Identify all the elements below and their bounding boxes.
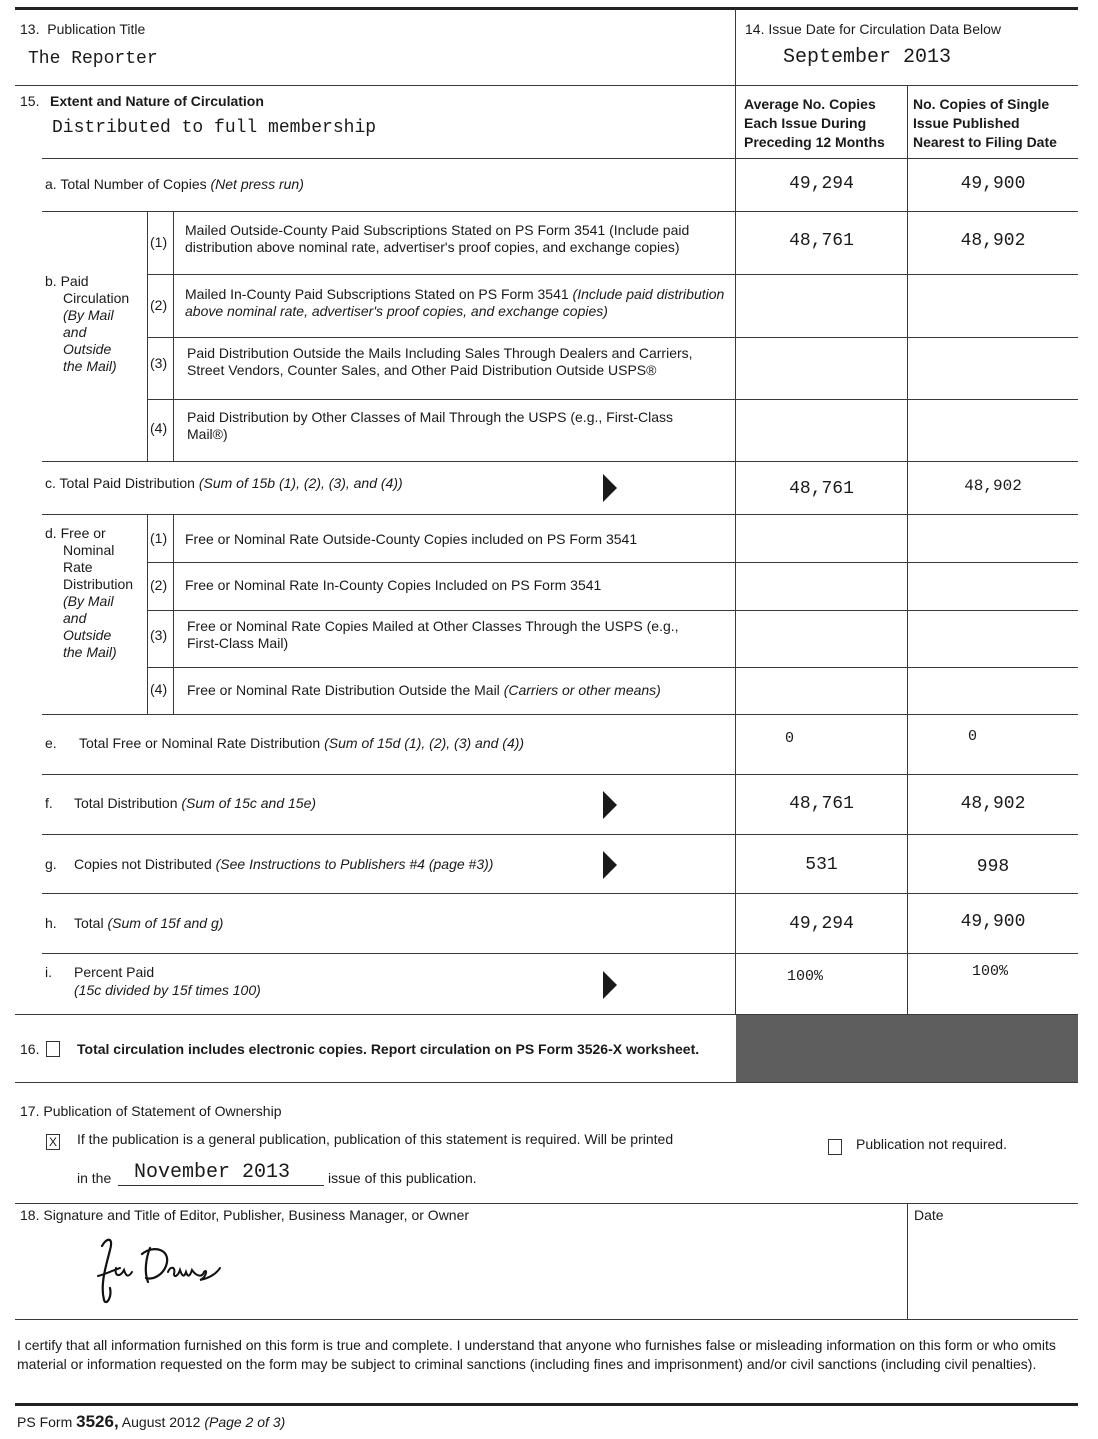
row-c-avg: 48,761 <box>789 479 854 499</box>
electronic-copies-checkbox[interactable] <box>46 1041 60 1057</box>
column-divider <box>173 211 174 461</box>
row-h-label <box>74 915 223 932</box>
divider <box>15 1203 1078 1204</box>
sec16-text: Total circulation includes electronic copies. Report circulation on PS Form 3526-X worksheet. <box>77 1041 700 1057</box>
row-c-single: 48,902 <box>964 477 1022 495</box>
footer-form: 3526, <box>76 1412 119 1431</box>
row-d3-text: Free or Nominal Rate Copies Mailed at Other Classes Through the USPS (e.g., First-Class Mail) <box>187 618 679 651</box>
sec17-option2: Publication not required. <box>856 1136 1007 1152</box>
shaded-cell <box>736 1015 1078 1082</box>
row-d-group-note: (By Mail and Outside the Mail) <box>63 593 117 660</box>
issue-date-value: September 2013 <box>783 46 952 69</box>
row-b-group-note: (By Mail and Outside the Mail) <box>63 307 117 374</box>
row-d2-num: (2) <box>150 577 168 593</box>
row-b3-text: Paid Distribution Outside the Mails Including Sales Through Dealers and Carriers, Street Vendors, Counter Sales, and Other Paid Distribution Outside USPS® <box>187 345 693 378</box>
divider <box>147 337 1078 338</box>
row-f-label <box>74 795 316 812</box>
row-b2-text <box>185 286 725 320</box>
row-d4-num: (4) <box>150 681 168 697</box>
column-divider <box>907 1203 908 1319</box>
divider <box>15 1082 1078 1083</box>
row-d4-text <box>187 682 661 699</box>
footer-date: August 2012 <box>121 1414 201 1430</box>
row-e-label <box>79 735 524 752</box>
row-g-text: Copies not Distributed <box>74 856 212 872</box>
row-h-letter: h. <box>45 915 57 931</box>
row-f-single: 48,902 <box>960 794 1026 814</box>
sec15-number: 15. <box>20 93 40 109</box>
row-a-note: (Net press run) <box>210 176 304 192</box>
row-g-single: 998 <box>976 857 1010 877</box>
row-b1-avg: 48,761 <box>789 231 854 251</box>
row-a-single: 49,900 <box>960 174 1026 194</box>
row-d-group: Nominal Rate Distribution <box>63 542 134 592</box>
divider <box>42 893 1078 894</box>
sec17-option1: If the publication is a general publication, publication of this statement is required. Will be printed <box>77 1131 674 1147</box>
sec17-label: 17. Publication of Statement of Ownership <box>20 1103 282 1119</box>
sec16-number: 16. <box>20 1041 40 1057</box>
arrow-icon <box>603 971 617 999</box>
bottom-rule <box>15 1403 1078 1406</box>
sec15-label: Extent and Nature of Circulation <box>50 93 264 109</box>
col2-header: No. Copies of Single Issue Published Nearest to Filing Date <box>913 96 1057 150</box>
row-d4-main: Free or Nominal Rate Distribution Outside the Mail <box>187 682 500 698</box>
divider <box>42 461 1078 462</box>
certification-text: I certify that all information furnished on this form is true and complete. I understand that anyone who furnishes false or misleading information on this form or who omits material or information requested on the form may be subject to criminal sanctions (including fines and imprisonment) and/or civil sanctions (including civil penalties). <box>17 1337 1056 1372</box>
row-f-note: (Sum of 15c and 15e) <box>181 795 317 811</box>
arrow-icon <box>603 851 617 879</box>
row-i-label: Percent Paid <box>74 964 155 980</box>
divider <box>42 211 1078 212</box>
row-i-note: (15c divided by 15f times 100) <box>74 982 261 998</box>
row-d1-text: Free or Nominal Rate Outside-County Copies included on PS Form 3541 <box>185 531 638 547</box>
row-e-single: 0 <box>968 728 978 745</box>
col1-header: Average No. Copies Each Issue During Preceding 12 Months <box>744 96 885 150</box>
row-d3-num: (3) <box>150 627 168 643</box>
row-c-label <box>45 475 403 492</box>
row-e-text: Total Free or Nominal Rate Distribution <box>79 735 321 751</box>
row-b2-note: (Include paid distribution above nominal rate, advertiser's proof copies, and exchange copies) <box>185 286 725 319</box>
row-b3-num: (3) <box>150 355 168 371</box>
row-b1-single: 48,902 <box>960 231 1026 251</box>
footer-prefix: PS Form <box>17 1414 73 1430</box>
top-rule <box>15 7 1078 10</box>
row-b4-num: (4) <box>150 420 168 436</box>
row-c-note: (Sum of 15b (1), (2), (3), and (4)) <box>198 475 403 491</box>
row-d1-num: (1) <box>150 530 168 546</box>
divider <box>15 1319 1078 1320</box>
row-g-letter: g. <box>45 856 57 872</box>
divider <box>15 85 1078 86</box>
row-b1-num: (1) <box>150 234 168 250</box>
arrow-icon <box>603 791 617 819</box>
publication-not-required-checkbox[interactable] <box>828 1139 842 1155</box>
row-d4-note: (Carriers or other means) <box>503 682 661 698</box>
divider <box>42 514 1078 515</box>
column-divider <box>147 211 148 461</box>
divider <box>42 953 1078 954</box>
general-publication-checkbox[interactable] <box>46 1134 60 1150</box>
row-e-avg: 0 <box>785 730 795 747</box>
sec15-value: Distributed to full membership <box>52 118 377 138</box>
row-g-avg: 531 <box>805 855 838 875</box>
row-h-text: Total <box>74 915 104 931</box>
row-i-avg: 100% <box>787 968 824 985</box>
divider <box>42 714 1078 715</box>
issue-date-label: 14. Issue Date for Circulation Data Below <box>745 21 1002 37</box>
sec17-issue: November 2013 <box>134 1161 291 1184</box>
row-d-label: d. Free or <box>45 525 106 541</box>
row-b1-text: Mailed Outside-County Paid Subscriptions Stated on PS Form 3541 (Include paid distribution above nominal rate, advertiser's proof copies, and exchange copies) <box>185 222 690 255</box>
row-f-letter: f. <box>45 795 53 811</box>
row-b2-main: Mailed In-County Paid Subscriptions Stated on PS Form 3541 <box>185 286 569 302</box>
row-h-single: 49,900 <box>960 912 1026 932</box>
divider <box>42 834 1078 835</box>
sec17-in-the: in the <box>77 1170 112 1186</box>
row-b4-text: Paid Distribution by Other Classes of Mail Through the USPS (e.g., First-Class Mail®) <box>187 409 674 442</box>
row-i-single: 100% <box>972 963 1009 980</box>
sec18-label: 18. Signature and Title of Editor, Publisher, Business Manager, or Owner <box>20 1207 470 1223</box>
checkbox-mark: X <box>48 1135 57 1149</box>
row-g-note: (See Instructions to Publishers #4 (page #3)) <box>215 856 494 872</box>
arrow-icon <box>603 474 617 502</box>
row-f-text: Total Distribution <box>74 795 178 811</box>
divider <box>147 667 1078 668</box>
divider <box>42 774 1078 775</box>
divider <box>147 562 1078 563</box>
divider <box>147 274 1078 275</box>
row-c-text: c. Total Paid Distribution <box>45 475 195 491</box>
row-i-letter: i. <box>45 964 52 980</box>
sec18-date-label: Date <box>914 1207 944 1223</box>
footer <box>17 1413 285 1431</box>
divider <box>147 399 1078 400</box>
sec17-issue-suffix: issue of this publication. <box>328 1170 477 1186</box>
signature <box>80 1228 230 1313</box>
column-divider <box>173 514 174 714</box>
row-g-label <box>74 856 493 873</box>
row-b2-num: (2) <box>150 297 168 313</box>
row-a-avg: 49,294 <box>789 174 854 194</box>
publication-title-value: The Reporter <box>28 49 158 69</box>
row-h-avg: 49,294 <box>789 914 854 934</box>
row-e-note: (Sum of 15d (1), (2), (3) and (4)) <box>324 735 525 751</box>
footer-page: (Page 2 of 3) <box>204 1414 286 1430</box>
divider <box>147 610 1078 611</box>
divider <box>42 158 1078 159</box>
row-b-group: Circulation <box>63 290 130 306</box>
issue-underline <box>118 1185 324 1186</box>
row-d2-text: Free or Nominal Rate In-County Copies Included on PS Form 3541 <box>185 577 602 593</box>
row-h-note: (Sum of 15f and g) <box>107 915 224 931</box>
column-divider <box>147 514 148 714</box>
row-f-avg: 48,761 <box>789 794 854 814</box>
publication-title-label: 13. Publication Title <box>20 21 146 37</box>
row-b-label: b. Paid <box>45 273 89 289</box>
row-e-letter: e. <box>45 735 57 751</box>
row-a-label <box>45 176 304 193</box>
row-a-text: a. Total Number of Copies <box>45 176 207 192</box>
